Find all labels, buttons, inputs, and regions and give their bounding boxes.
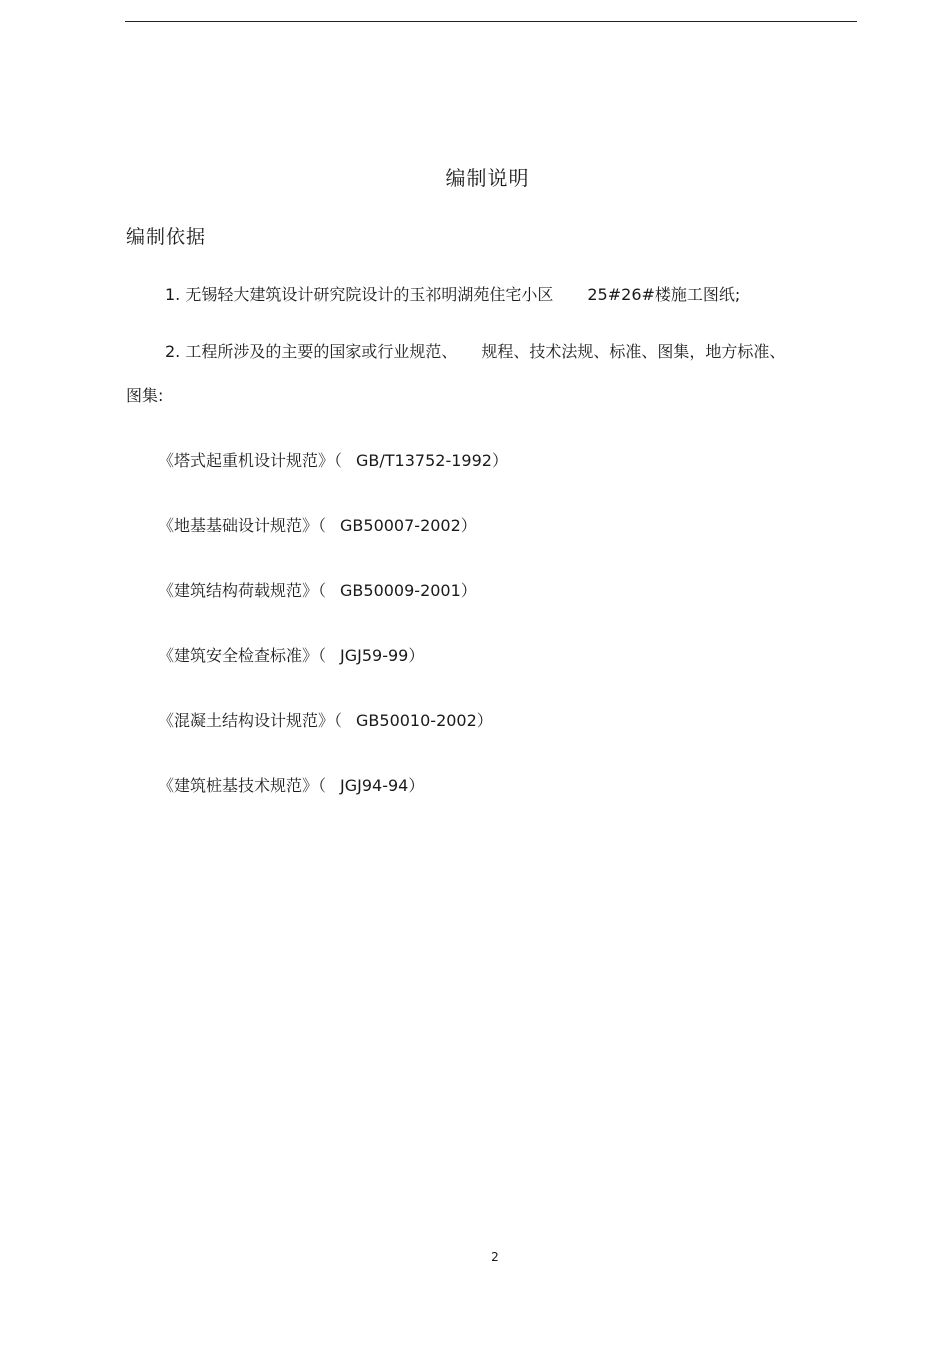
item-number: 1. — [165, 285, 181, 304]
reference-title: 《建筑桩基技术规范》（ — [158, 776, 327, 795]
reference-item — [158, 774, 508, 839]
document-title: 编制说明 — [445, 166, 530, 190]
reference-list — [158, 449, 508, 839]
reference-title: 《建筑结构荷载规范》（ — [158, 581, 327, 600]
reference-title: 《塔式起重机设计规范》（ — [158, 451, 343, 470]
reference-code: GB50010-2002） — [356, 711, 493, 730]
item-building: 25#26# — [587, 285, 655, 304]
reference-item — [158, 644, 508, 709]
reference-item — [158, 514, 508, 579]
basis-item-2 — [165, 340, 785, 364]
page-number: 2 — [491, 1250, 499, 1264]
item-text-end: 楼施工图纸; — [654, 285, 741, 304]
header-rule — [125, 21, 857, 22]
reference-code: GB50007-2002） — [340, 516, 477, 535]
reference-title: 《混凝土结构设计规范》（ — [158, 711, 343, 730]
item-text: 无锡轻大建筑设计研究院设计的玉祁明湖苑住宅小区 — [185, 285, 554, 304]
item-text-a: 工程所涉及的主要的国家或行业规范、 — [185, 342, 458, 361]
basis-item-2-continuation: 图集: — [126, 386, 164, 405]
reference-code: JGJ94-94） — [340, 776, 425, 795]
reference-code: JGJ59-99） — [340, 646, 425, 665]
item-number: 2. — [165, 342, 181, 361]
reference-item — [158, 579, 508, 644]
reference-title: 《建筑安全检查标准》（ — [158, 646, 327, 665]
item-text-b: 规程、技术法规、标准、图集，地方标准、 — [481, 342, 786, 361]
reference-item — [158, 449, 508, 514]
reference-code: GB50009-2001） — [340, 581, 477, 600]
reference-title: 《地基基础设计规范》（ — [158, 516, 327, 535]
reference-item — [158, 709, 508, 774]
reference-code: GB/T13752-1992） — [356, 451, 508, 470]
basis-item-1 — [165, 283, 740, 307]
section-heading: 编制依据 — [126, 226, 207, 248]
